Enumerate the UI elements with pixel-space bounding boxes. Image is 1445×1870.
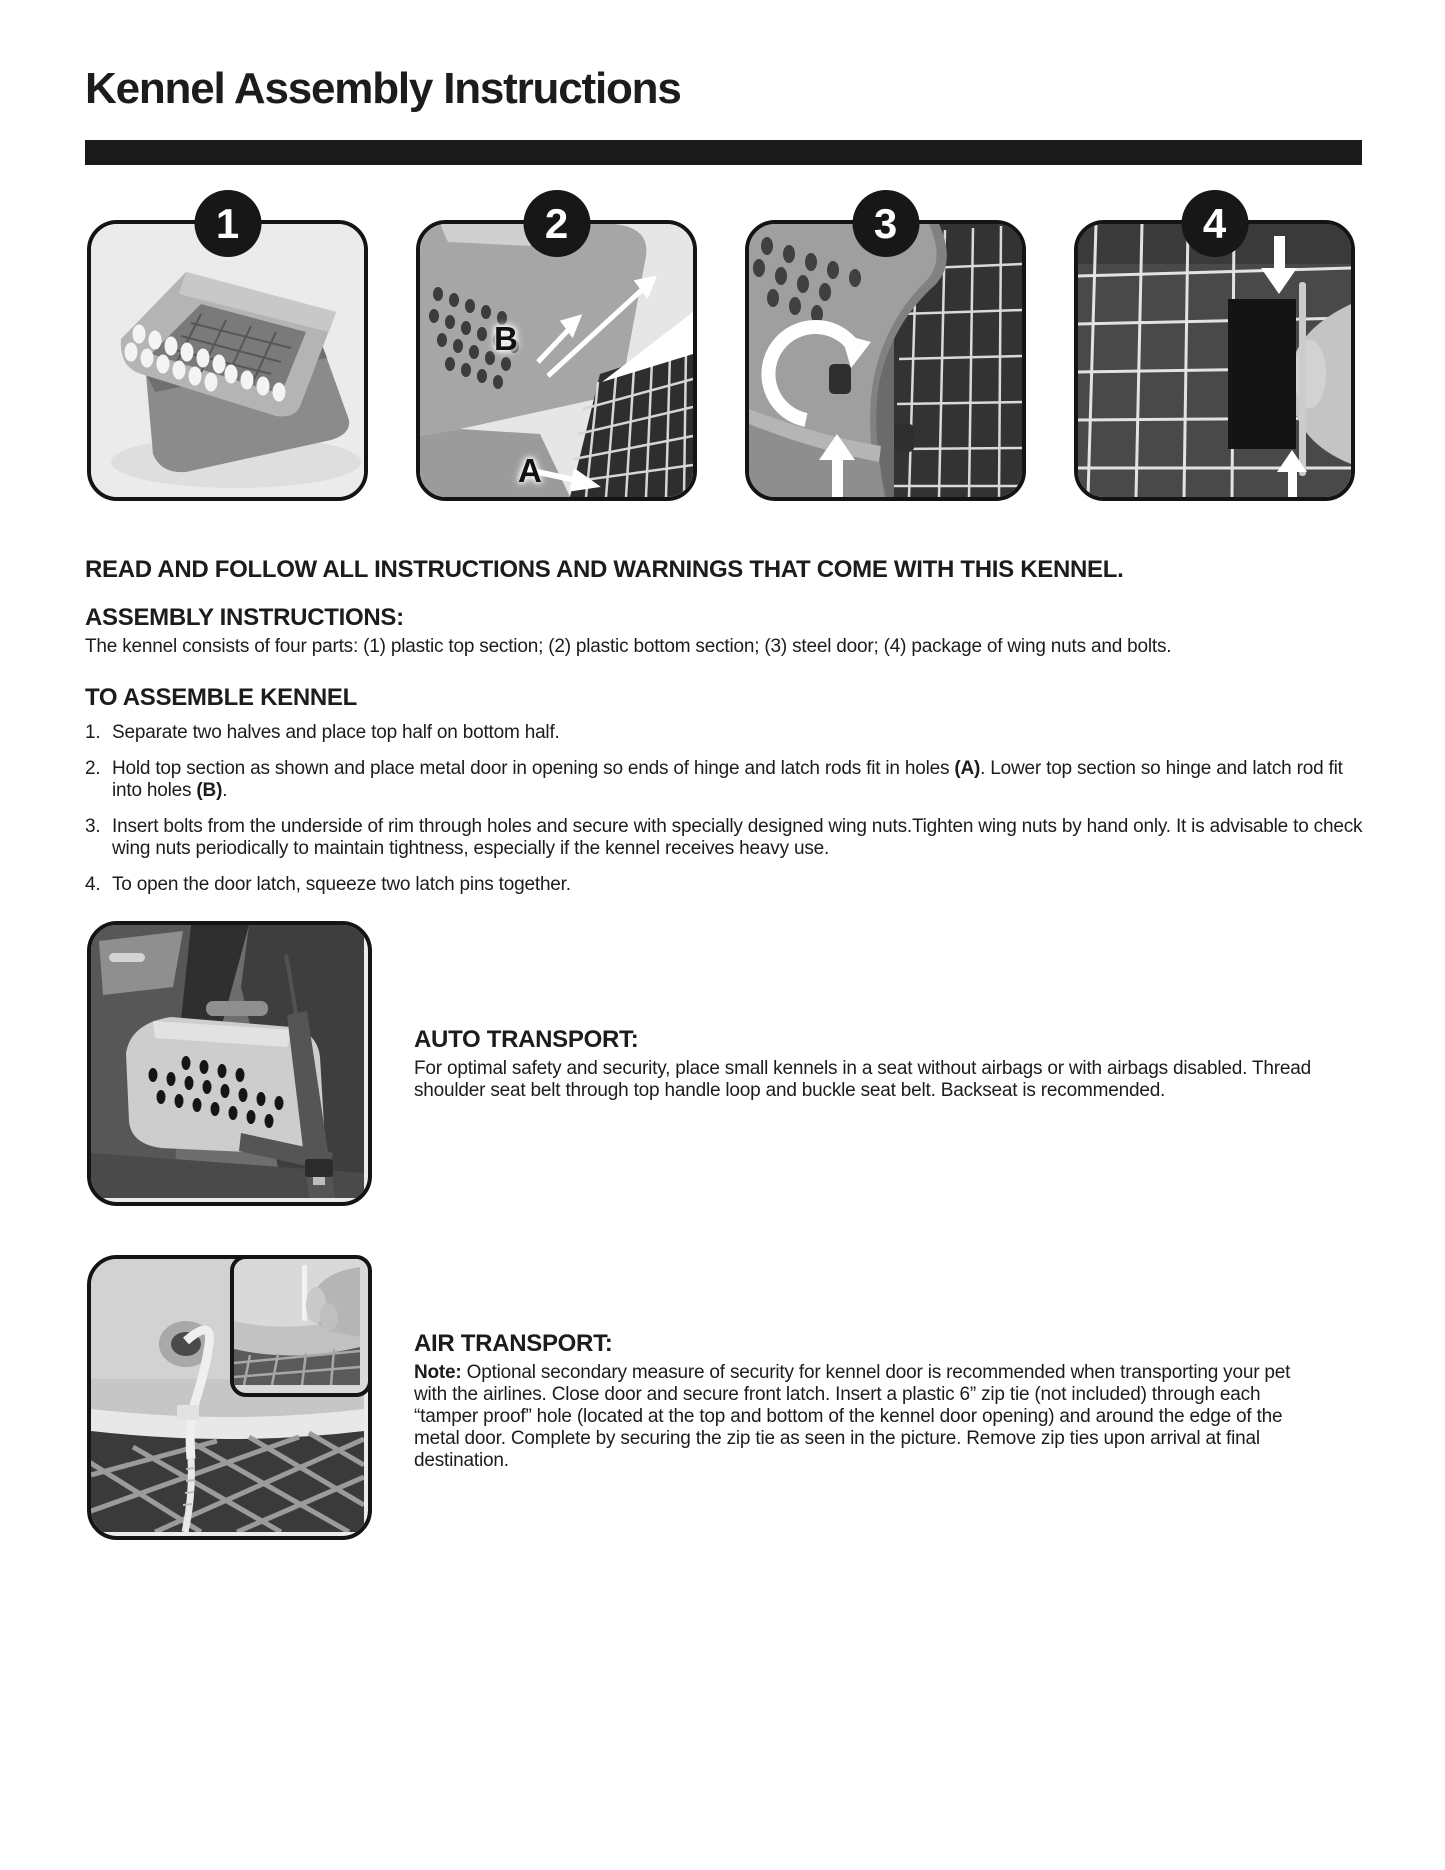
air-transport-heading: AIR TRANSPORT:: [414, 1330, 613, 1357]
bracket: [1228, 299, 1296, 449]
step-number: 1.: [85, 722, 101, 743]
step-item: [85, 758, 1370, 802]
step-number: 4.: [85, 874, 101, 895]
step-text: Hold top section as shown and place metal door in opening so ends of hinge and latch rods fit in holes (A). Lower top section so hinge and latch rod fit into holes (B).: [112, 758, 1343, 801]
seat-belt-buckle: [305, 1159, 333, 1177]
bolt-rod: [1299, 282, 1306, 476]
warning-heading: READ AND FOLLOW ALL INSTRUCTIONS AND WARNINGS THAT COME WITH THIS KENNEL.: [85, 556, 1124, 583]
auto-transport-photo: [87, 921, 372, 1206]
figure-number: 3: [873, 199, 898, 247]
auto-transport-illustration: [91, 925, 364, 1198]
step-text: To open the door latch, squeeze two latch pins together.: [112, 874, 571, 895]
step-item: [85, 816, 1370, 860]
latch-rod-illustration: [749, 224, 1022, 497]
latch-hinge: [829, 364, 851, 394]
step-item: [85, 874, 1370, 896]
figure-1: [87, 199, 368, 501]
figure-number-badge: [1181, 190, 1248, 257]
step-text: Separate two halves and place top half on bottom half.: [112, 722, 560, 743]
door-placement-photo: [420, 224, 693, 497]
latch-rod-photo: [749, 224, 1022, 497]
assembly-instructions-body: The kennel consists of four parts: (1) plastic top section; (2) plastic bottom section; (3) steel door; (4) package of wing nuts and bolts.: [85, 636, 1172, 657]
figure-3: [745, 199, 1026, 501]
air-transport-body: Note: Optional secondary measure of security for kennel door is recommended when transporting your pet with the airlines. Close door and secure front latch. Insert a plastic 6” zip tie (not included) through each “tamper proof” hole (located at the top and bottom of the kennel door opening) and around the edge of the metal door. Complete by securing the zip tie as seen in the picture. Remove zip ties upon arrival at final destination.: [414, 1362, 1291, 1471]
zip-tie-inset-illustration: [234, 1259, 360, 1385]
figure-4: [1074, 199, 1355, 501]
zip-tie-inset-photo: [230, 1255, 372, 1397]
figure-number: 1: [215, 199, 240, 247]
car-seat-photo: [91, 925, 368, 1202]
kennel-handle: [206, 1001, 268, 1016]
auto-transport-heading: AUTO TRANSPORT:: [414, 1026, 639, 1053]
auto-transport-body: For optimal safety and security, place small kennels in a seat without airbags or with airbags disabled. Thread shoulder seat belt through top handle loop and buckle seat belt. Backseat is recommended.: [414, 1058, 1311, 1101]
assembly-instructions-heading: ASSEMBLY INSTRUCTIONS:: [85, 604, 404, 631]
wing-nut-photo: [1078, 224, 1351, 497]
step-item: [85, 722, 1370, 744]
kennel-halves-illustration: [91, 224, 364, 497]
step-text: Insert bolts from the underside of rim through holes and secure with specially designed wing nuts.Tighten wing nuts by hand only. It is advisable to check wing nuts periodically to maintain tightness, especially if the kennel receives heavy use.: [112, 816, 1363, 859]
figure-number: 2: [544, 199, 569, 247]
figure-number-badge: [523, 190, 590, 257]
title-rule: [85, 140, 1362, 165]
zip-tie-head: [177, 1405, 199, 1420]
figure-number-badge: [852, 190, 919, 257]
figure-2: [416, 199, 697, 501]
door-handle: [109, 953, 145, 962]
step-number: 3.: [85, 816, 101, 837]
air-transport-photo: [87, 1255, 372, 1540]
wing-nut-illustration: [1078, 224, 1351, 497]
assembly-steps-list: [85, 722, 1370, 910]
zip-tie: [302, 1265, 307, 1321]
kennel-halves-photo: [91, 224, 364, 497]
hole-label-b: B: [494, 320, 518, 357]
page-title: Kennel Assembly Instructions: [85, 64, 681, 113]
hole-label-a: A: [518, 452, 542, 489]
to-assemble-heading: TO ASSEMBLE KENNEL: [85, 684, 357, 711]
latch-hinge: [894, 424, 914, 452]
step-number: 2.: [85, 758, 101, 779]
door-placement-illustration: [420, 224, 693, 497]
figure-number: 4: [1202, 199, 1227, 247]
figure-number-badge: [194, 190, 261, 257]
